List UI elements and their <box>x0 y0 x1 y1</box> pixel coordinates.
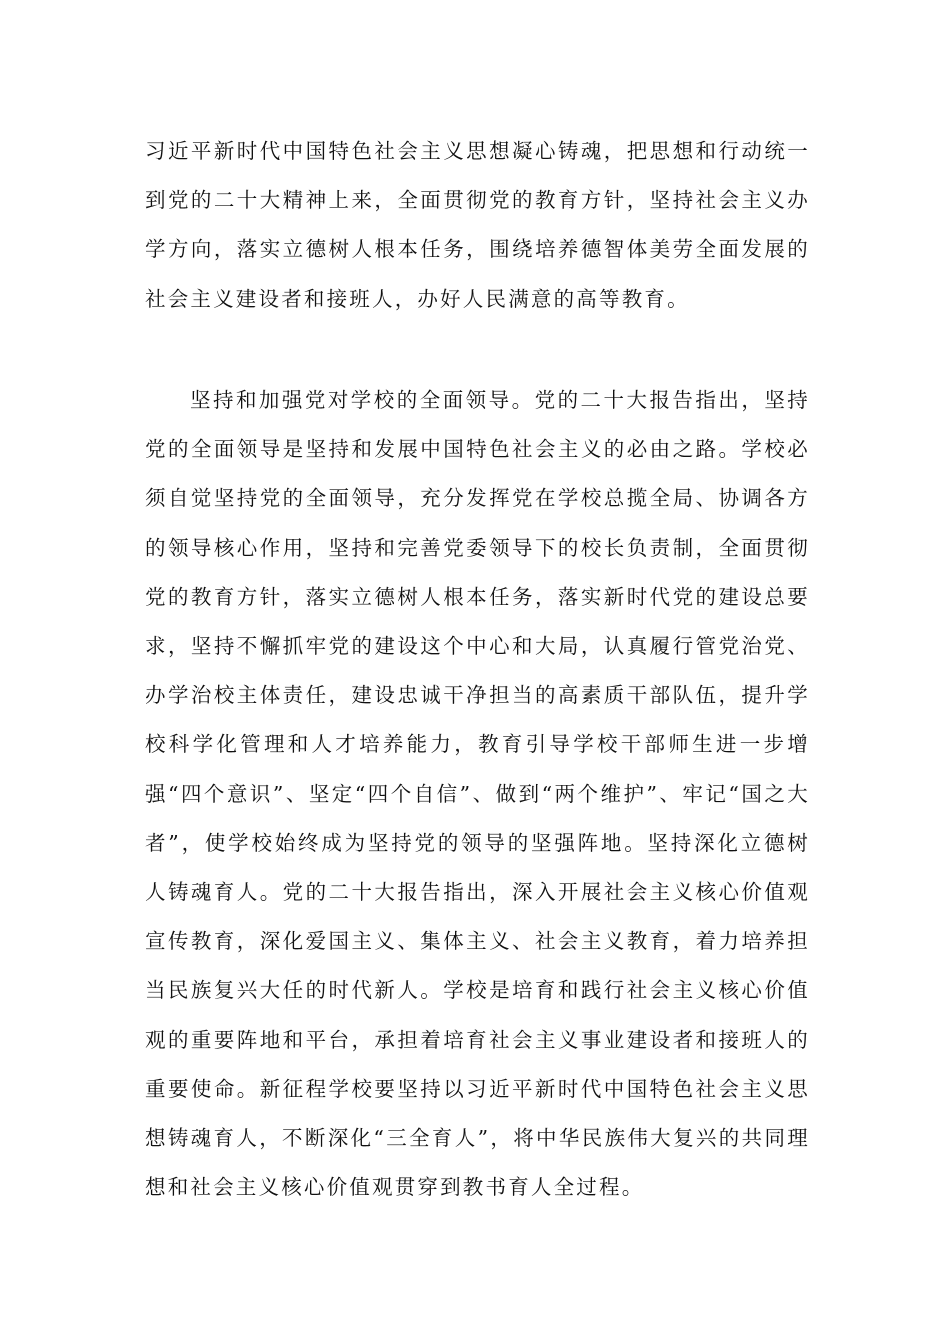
body-paragraph-1: 习近平新时代中国特色社会主义思想凝心铸魂，把思想和行动统一到党的二十大精神上来，全面贯彻党的教育方针，坚持社会主义办学方向，落实立德树人根本任务，围绕培养德智体美劳全面发展的社会主义建设者和接班人，办好人民满意的高等教育。 <box>145 139 810 311</box>
body-paragraph-2: 坚持和加强党对学校的全面领导。党的二十大报告指出，坚持党的全面领导是坚持和发展中国特色社会主义的必由之路。学校必须自觉坚持党的全面领导，充分发挥党在学校总揽全局、协调各方的领导核心作用，坚持和完善党委领导下的校长负责制，全面贯彻党的教育方针，落实立德树人根本任务，落实新时代党的建设总要求，坚持不懈抓牢党的建设这个中心和大局，认真履行管党治党、办学治校主体责任，建设忠诚干净担当的高素质干部队伍，提升学校科学化管理和人才培养能力，教育引导学校干部师生进一步增强“四个意识”、坚定“四个自信”、做到“两个维护”、牢记“国之大者”，使学校始终成为坚持党的领导的坚强阵地。坚持深化立德树人铸魂育人。党的二十大报告指出，深入开展社会主义核心价值观宣传教育，深化爱国主义、集体主义、社会主义教育，着力培养担当民族复兴大任的时代新人。学校是培育和践行社会主义核心价值观的重要阵地和平台，承担着培育社会主义事业建设者和接班人的重要使命。新征程学校要坚持以习近平新时代中国特色社会主义思想铸魂育人，不断深化“三全育人”，将中华民族伟大复兴的共同理想和社会主义核心价值观贯穿到教书育人全过程。 <box>145 388 810 1200</box>
